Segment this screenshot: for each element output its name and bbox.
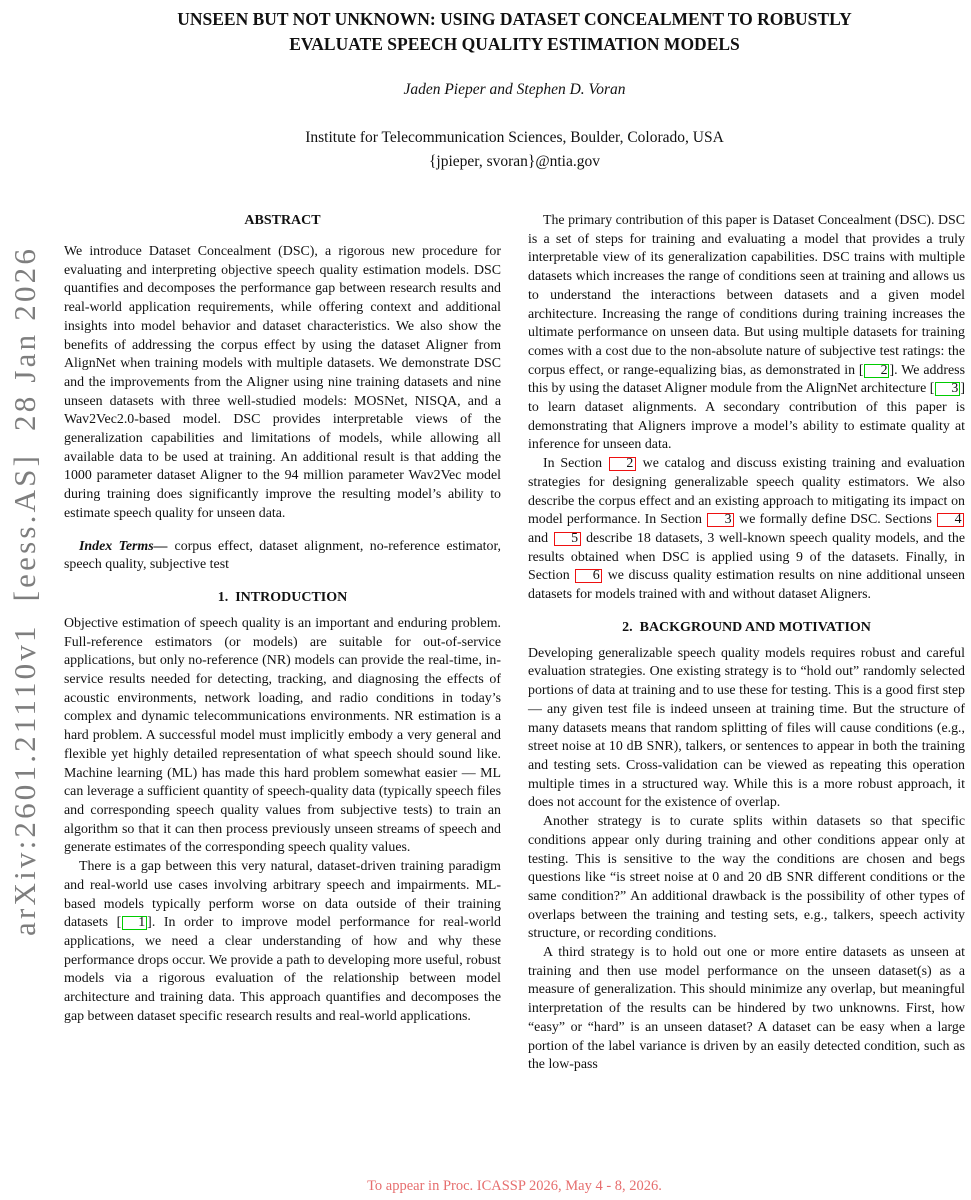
index-terms-text: corpus effect, dataset alignment, no-reference estimator, speech quality, subjective test — [64, 538, 501, 573]
intro-paragraph-2: There is a gap between this very natural, dataset-driven training paradigm and real-world use cases involving arbitrary speech and impairments. ML-based models typically perform worse on data outside of their training datasets [ 1 ]. In order to improve model performance for real-world applications, we need a clear understanding of how and why these performance drops occur. We provide a path to developing more useful, robust models via a rigorous evaluation of the relationship between model architecture and training data. This approach quantifies and decomposes the gap between dataset specific research results and real-world applications. — [64, 859, 501, 1024]
left-column — [64, 212, 501, 1075]
right-column — [528, 212, 965, 1075]
contribution-paragraph: The primary contribution of this paper is Dataset Concealment (DSC). DSC is a set of steps for training and evaluating a model that provides a truly interpretable view of its generalization capabilities. DSC trains with multiple datasets which increases the range of conditions seen at training and allows us to understand the interactions between datasets and a given model architecture. Increasing the range of conditions during training increases the ultimate performance on unseen data. But using multiple datasets for training comes with a cost due to the non-absolute nature of subjective test ratings: the corpus effect, or range-equalizing bias, as demonstrated in [ 2 ]. We address this by using the dataset Aligner module from the AlignNet architecture [ 3 ] to learn dataset alignments. A secondary contribution of this paper is demonstrating that Aligners improve a model’s ability to estimate quality at inference for unseen data. — [528, 213, 965, 453]
paper-title-line1: UNSEEN BUT NOT UNKNOWN: USING DATASET CONCEALMENT TO ROBUSTLY — [177, 9, 852, 29]
index-terms — [64, 538, 501, 575]
abstract-heading: ABSTRACT — [244, 213, 321, 228]
email-line: {jpieper, svoran}@ntia.gov — [428, 153, 600, 170]
index-terms-label: Index Terms— — [79, 538, 168, 554]
authors-line: Jaden Pieper and Stephen D. Voran — [403, 81, 626, 98]
citation-link[interactable]: 1 — [122, 916, 147, 930]
background-paragraph-2: Another strategy is to curate splits within datasets so that specific conditions appear only during training and other conditions appear only at testing. This is sensitive to the way the conditions are chosen and begs questions like “is street noise at 0 and 20 dB SNR different conditions or the same condition?” An additional drawback is the possibility of other types of overlaps between the training and testing sets, e.g., talkers, speech activity structure, or recording conditions. — [528, 814, 965, 942]
paper-title — [64, 7, 965, 57]
citation-link[interactable]: 3 — [935, 382, 960, 396]
page-content — [64, 0, 966, 1073]
section-ref-link[interactable]: 5 — [554, 532, 581, 546]
section-ref-link[interactable]: 3 — [707, 513, 734, 527]
section-ref-link[interactable]: 4 — [937, 513, 964, 527]
affiliation-block — [64, 126, 965, 174]
outline-paragraph: In Section 2 we catalog and discuss existing training and evaluation strategies for designing generalizable speech quality estimators. We also describe the corpus effect and an existing approach to mitigating its impact on model performance. In Section 3 we formally define DSC. Sections 4 and 5 describe 18 datasets, 3 well-known speech quality models, and the results obtained when DSC is applied using 9 of the datasets. Finally, in Section 6 we discuss quality estimation results on nine additional unseen datasets for models trained with and without dataset Aligners. — [528, 456, 966, 603]
two-column-body — [64, 212, 965, 1075]
background-paragraph-1: Developing generalizable speech quality models requires robust and careful evaluation strategies. One existing strategy is to “hold out” randomly selected portions of data at training and to use these for testing. This is a good first step — any given test file is indeed unseen at training time. But the structure of many datasets means that random splitting of files will cause conditions (e.g., street noise at 10 dB SNR), talkers, or sentences to appear in both the training and testing sets. Cross-validation can be viewed as repeating this operation multiple times in a structured way. While this is a more robust approach, it does not account for the existence of overlap. — [528, 645, 965, 811]
citation-link[interactable]: 2 — [864, 364, 889, 378]
paper-title-line2: EVALUATE SPEECH QUALITY ESTIMATION MODELS — [289, 34, 740, 54]
arxiv-stamp: arXiv:2601.21110v1 [eess.AS] 28 Jan 2026 — [7, 245, 42, 936]
footer-note: To appear in Proc. ICASSP 2026, May 4 - 8, 2026. — [367, 1178, 662, 1194]
intro-paragraph-1: Objective estimation of speech quality is an important and enduring problem. Full-reference estimators (or models) are suitable for out-of-service applications, but only no-reference (NR) models can provide the real-time, in-service results needed for detecting, tracking, and diagnosing the effects of acoustic environments, network loading, and radio conditions in today’s complex and dynamic telecommunications environments. NR estimation is a hard problem. A successful model must implicitly embody a very general and flexible yet highly detailed representation of what speech should sound like. Machine learning (ML) has made this hard problem somewhat easier — ML can leverage a sufficient quantity of speech-quality data (typically speech files and corresponding speech quality values from subjective tests) to train an algorithm so that it can then process previously unseen streams of speech and generate estimates of the corresponding speech quality values. — [64, 615, 501, 856]
section-ref-link[interactable]: 6 — [575, 569, 602, 583]
affiliation-line: Institute for Telecommunication Sciences, Boulder, Colorado, USA — [305, 129, 724, 146]
section-ref-link[interactable]: 2 — [609, 457, 636, 471]
background-paragraph-3: A third strategy is to hold out one or more entire datasets as unseen at training and then use model performance on the unseen dataset(s) as a measure of generalization. This should minimize any overlap, but meaningful interpretation of the results can be hindered by two unknowns. First, how “easy” or “hard” is an unseen dataset? A dataset can be easy when a large portion of the label variance is driven by an easily detected condition, such as the low-pass — [528, 945, 965, 1073]
abstract-paragraph: We introduce Dataset Concealment (DSC), a rigorous new procedure for evaluating and interpreting objective speech quality estimation models. DSC quantifies and decomposes the performance gap between research results and real-world application requirements, while offering context and additional insights into model behavior and dataset characteristics. We also show the benefits of addressing the corpus effect by using the dataset Aligner from AlignNet when training models with multiple datasets. We demonstrate DSC and the improvements from the Aligner using nine training datasets and nine unseen datasets with three well-studied models: MOSNet, NISQA, and a Wav2Vec2.0-based model. DSC provides interpretable views of the generalization capabilities and limitations of models, while allowing all available data to be used at training. An additional result is that adding the 1000 parameter dataset Aligner to the 94 million parameter Wav2Vec model during training does significantly improve the resulting model’s ability to estimate speech quality for unseen data. — [64, 244, 501, 521]
section-2-heading: 2. BACKGROUND AND MOTIVATION — [622, 619, 871, 635]
section-1-heading: 1. INTRODUCTION — [217, 589, 348, 605]
